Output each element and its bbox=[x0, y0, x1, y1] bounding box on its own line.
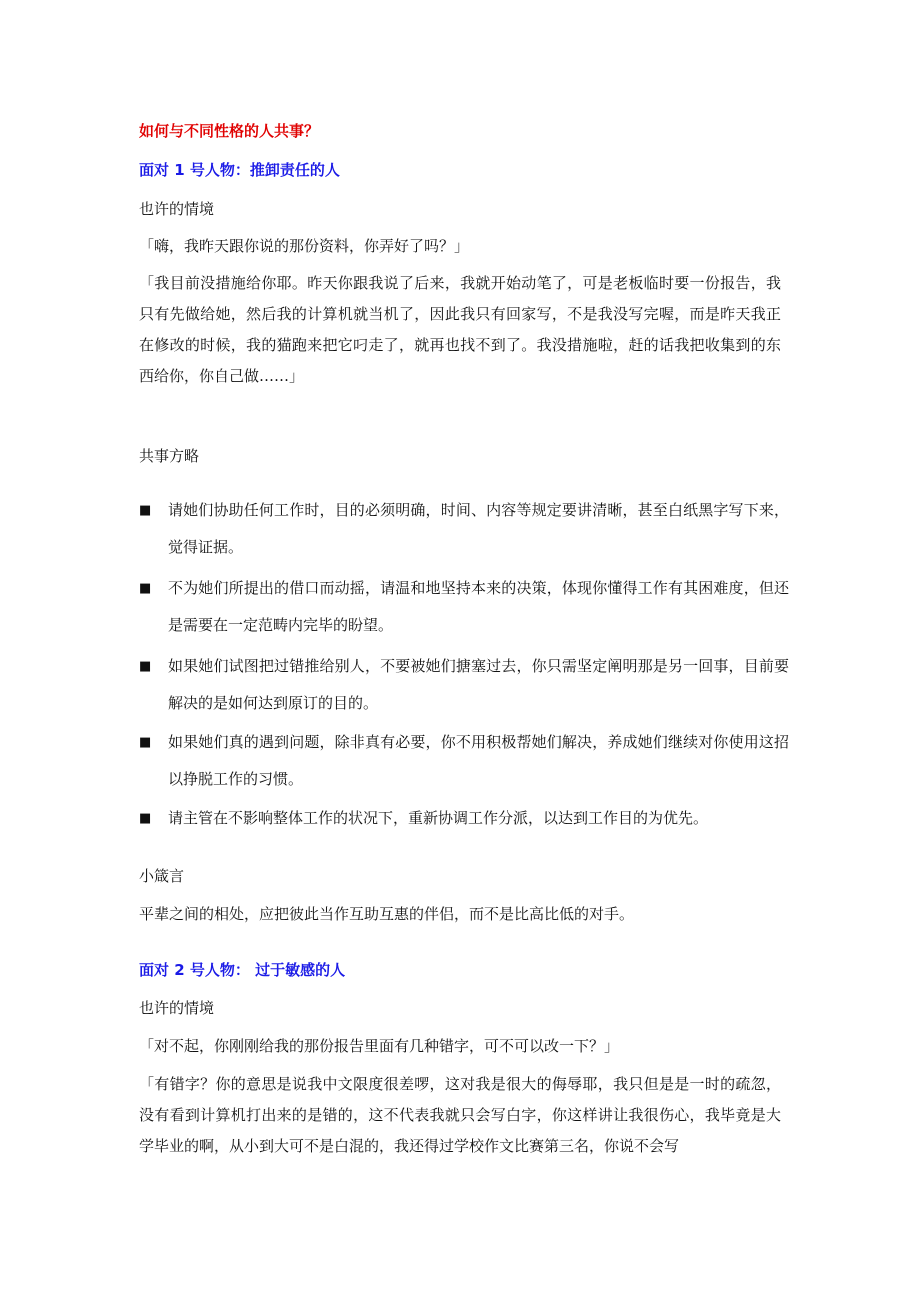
bullet-text: 请她们协助任何工作时，目的必须明确，时间、内容等规定要讲清晰，甚至白纸黑字写下来，觉得证据。 bbox=[168, 501, 789, 556]
bullet-text: 如果她们真的遇到问题，除非真有必要，你不用积极帮她们解决，养成她们继续对你使用这招以挣脱工作的习惯。 bbox=[168, 733, 789, 788]
document-title: 如何与不同性格的人共事？ bbox=[139, 122, 320, 140]
section-1-scenario-label: 也许的情境 bbox=[139, 200, 215, 218]
bullet-marker: ■ bbox=[139, 659, 152, 674]
bullet-text: 请主管在不影响整体工作的状况下，重新协调工作分派，以达到工作目的为优先。 bbox=[168, 809, 709, 827]
bullet-marker: ■ bbox=[139, 503, 152, 518]
strategy-bullet bbox=[139, 724, 789, 798]
strategy-bullet bbox=[139, 800, 789, 837]
section-1-strategy-label: 共事方略 bbox=[139, 447, 200, 465]
section-1-motto: 平辈之间的相处，应把彼此当作互助互惠的伴侣，而不是比高比低的对手。 bbox=[139, 905, 635, 923]
strategy-bullet bbox=[139, 492, 789, 566]
strategy-bullet bbox=[139, 570, 789, 644]
section-1-heading: 面对 1 号人物：推卸责任的人 bbox=[139, 161, 340, 179]
bullet-marker: ■ bbox=[139, 581, 152, 596]
section-1-quote-1: 「嗨，我昨天跟你说的那份资料，你弄好了吗？」 bbox=[139, 237, 470, 255]
section-2-heading: 面对 2 号人物： 过于敏感的人 bbox=[139, 961, 346, 979]
bullet-marker: ■ bbox=[139, 735, 152, 750]
bullet-marker: ■ bbox=[139, 811, 152, 826]
strategy-bullet bbox=[139, 648, 789, 722]
section-1-quote-2: 「我目前没措施给你耶。昨天你跟我说了后来，我就开始动笔了，可是老板临时要一份报告，我只有先做给她，然后我的计算机就当机了，因此我只有回家写，不是我没写完喔，而是昨天我正在修改的时候，我的猫跑来把它叼走了，就再也找不到了。我没措施啦，赶的话我把收集到的东西给你，你自己做……」 bbox=[139, 274, 781, 385]
section-1-motto-label: 小箴言 bbox=[139, 867, 185, 885]
section-2-scenario-label: 也许的情境 bbox=[139, 999, 215, 1017]
section-2-quote-1: 「对不起，你刚刚给我的那份报告里面有几种错字，可不可以改一下？」 bbox=[139, 1037, 620, 1055]
bullet-text: 不为她们所提出的借口而动摇，请温和地坚持本来的决策，体现你懂得工作有其困难度，但还是需要在一定范畴内完毕的盼望。 bbox=[168, 579, 789, 634]
bullet-text: 如果她们试图把过错推给别人，不要被她们搪塞过去，你只需坚定阐明那是另一回事，目前要解决的是如何达到原订的目的。 bbox=[168, 657, 789, 712]
section-2-quote-2: 「有错字？你的意思是说我中文限度很差啰，这对我是很大的侮辱耶，我只但是是一时的疏忽，没有看到计算机打出来的是错的，这不代表我就只会写白字，你这样讲让我很伤心，我毕竟是大学毕业的啊，从小到大可不是白混的，我还得过学校作文比赛第三名，你说不会写 bbox=[139, 1075, 781, 1155]
